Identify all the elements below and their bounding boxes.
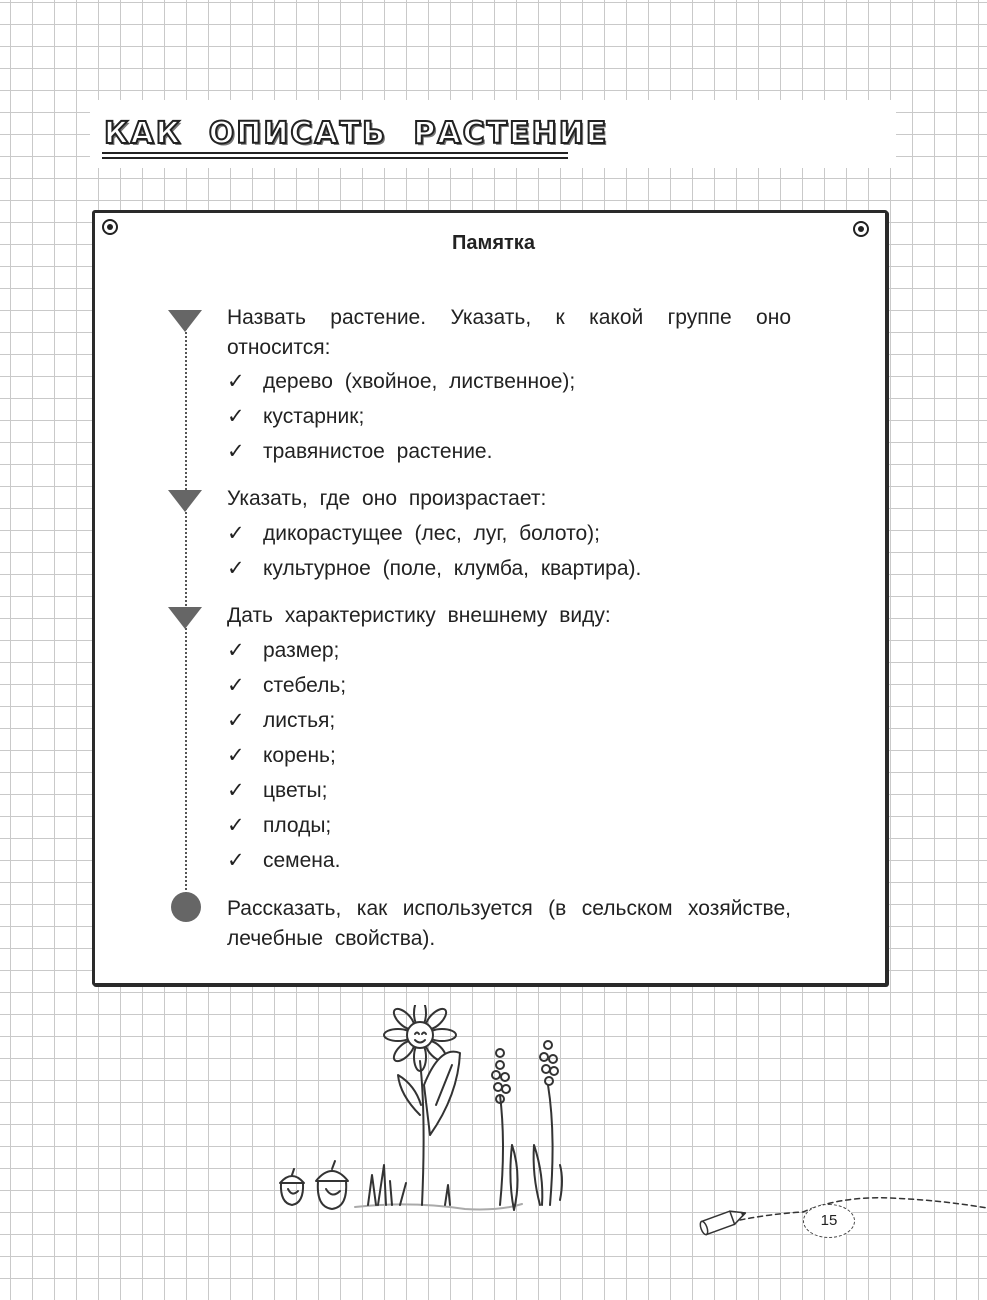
checkmark-icon: ✓ bbox=[227, 744, 245, 767]
page-number: 15 bbox=[803, 1204, 855, 1238]
list-item bbox=[227, 519, 600, 549]
step-text: Рассказать, как используется (в сельском хозяйстве, лечебные свойства). bbox=[227, 897, 791, 950]
list-item-label: дерево (хвойное, лиственное); bbox=[263, 370, 576, 393]
list-item-label: семена. bbox=[263, 849, 341, 872]
list-item-label: корень; bbox=[263, 744, 336, 767]
memo-heading: Памятка bbox=[452, 232, 535, 254]
step-text: Дать характеристику внешнему виду: bbox=[227, 604, 611, 627]
checkmark-icon: ✓ bbox=[227, 814, 245, 837]
list-item-label: кустарник; bbox=[263, 405, 365, 428]
checkmark-icon: ✓ bbox=[227, 674, 245, 697]
list-item-label: цветы; bbox=[263, 779, 328, 802]
list-item-label: плоды; bbox=[263, 814, 332, 837]
checkmark-icon: ✓ bbox=[227, 849, 245, 872]
list-item-label: культурное (поле, клумба, квартира). bbox=[263, 557, 642, 580]
checkmark-icon: ✓ bbox=[227, 639, 245, 662]
step-marker-circle-icon bbox=[171, 892, 201, 922]
list-item bbox=[227, 636, 339, 666]
list-item bbox=[227, 741, 336, 771]
step-text: Назвать растение. Указать, к какой группе оно относится: bbox=[227, 306, 791, 359]
list-item-label: листья; bbox=[263, 709, 336, 732]
checkmark-icon: ✓ bbox=[227, 709, 245, 732]
list-item bbox=[227, 846, 340, 876]
list-item bbox=[227, 437, 492, 467]
list-item bbox=[227, 671, 346, 701]
list-item-label: стебель; bbox=[263, 674, 347, 697]
step-marker-triangle-icon bbox=[168, 310, 202, 332]
step-marker-triangle-icon bbox=[168, 490, 202, 512]
list-item bbox=[227, 554, 641, 584]
list-item bbox=[227, 367, 575, 397]
title-underline bbox=[102, 152, 568, 159]
page-title: КАК ОПИСАТЬ РАСТЕНИЕ bbox=[104, 116, 609, 151]
checkmark-icon: ✓ bbox=[227, 779, 245, 802]
checkmark-icon: ✓ bbox=[227, 522, 245, 545]
list-item-label: травянистое растение. bbox=[263, 440, 493, 463]
checkmark-icon: ✓ bbox=[227, 557, 245, 580]
list-item-label: размер; bbox=[263, 639, 340, 662]
list-item bbox=[227, 811, 331, 841]
checkmark-icon: ✓ bbox=[227, 440, 245, 463]
list-item bbox=[227, 402, 364, 432]
list-item bbox=[227, 776, 327, 806]
plants-illustration-icon bbox=[260, 1005, 580, 1220]
checkmark-icon: ✓ bbox=[227, 370, 245, 393]
list-item bbox=[227, 706, 335, 736]
step-marker-triangle-icon bbox=[168, 607, 202, 629]
list-item-label: дикорастущее (лес, луг, болото); bbox=[263, 522, 600, 545]
checkmark-icon: ✓ bbox=[227, 405, 245, 428]
step-text: Указать, где оно произрастает: bbox=[227, 487, 547, 510]
